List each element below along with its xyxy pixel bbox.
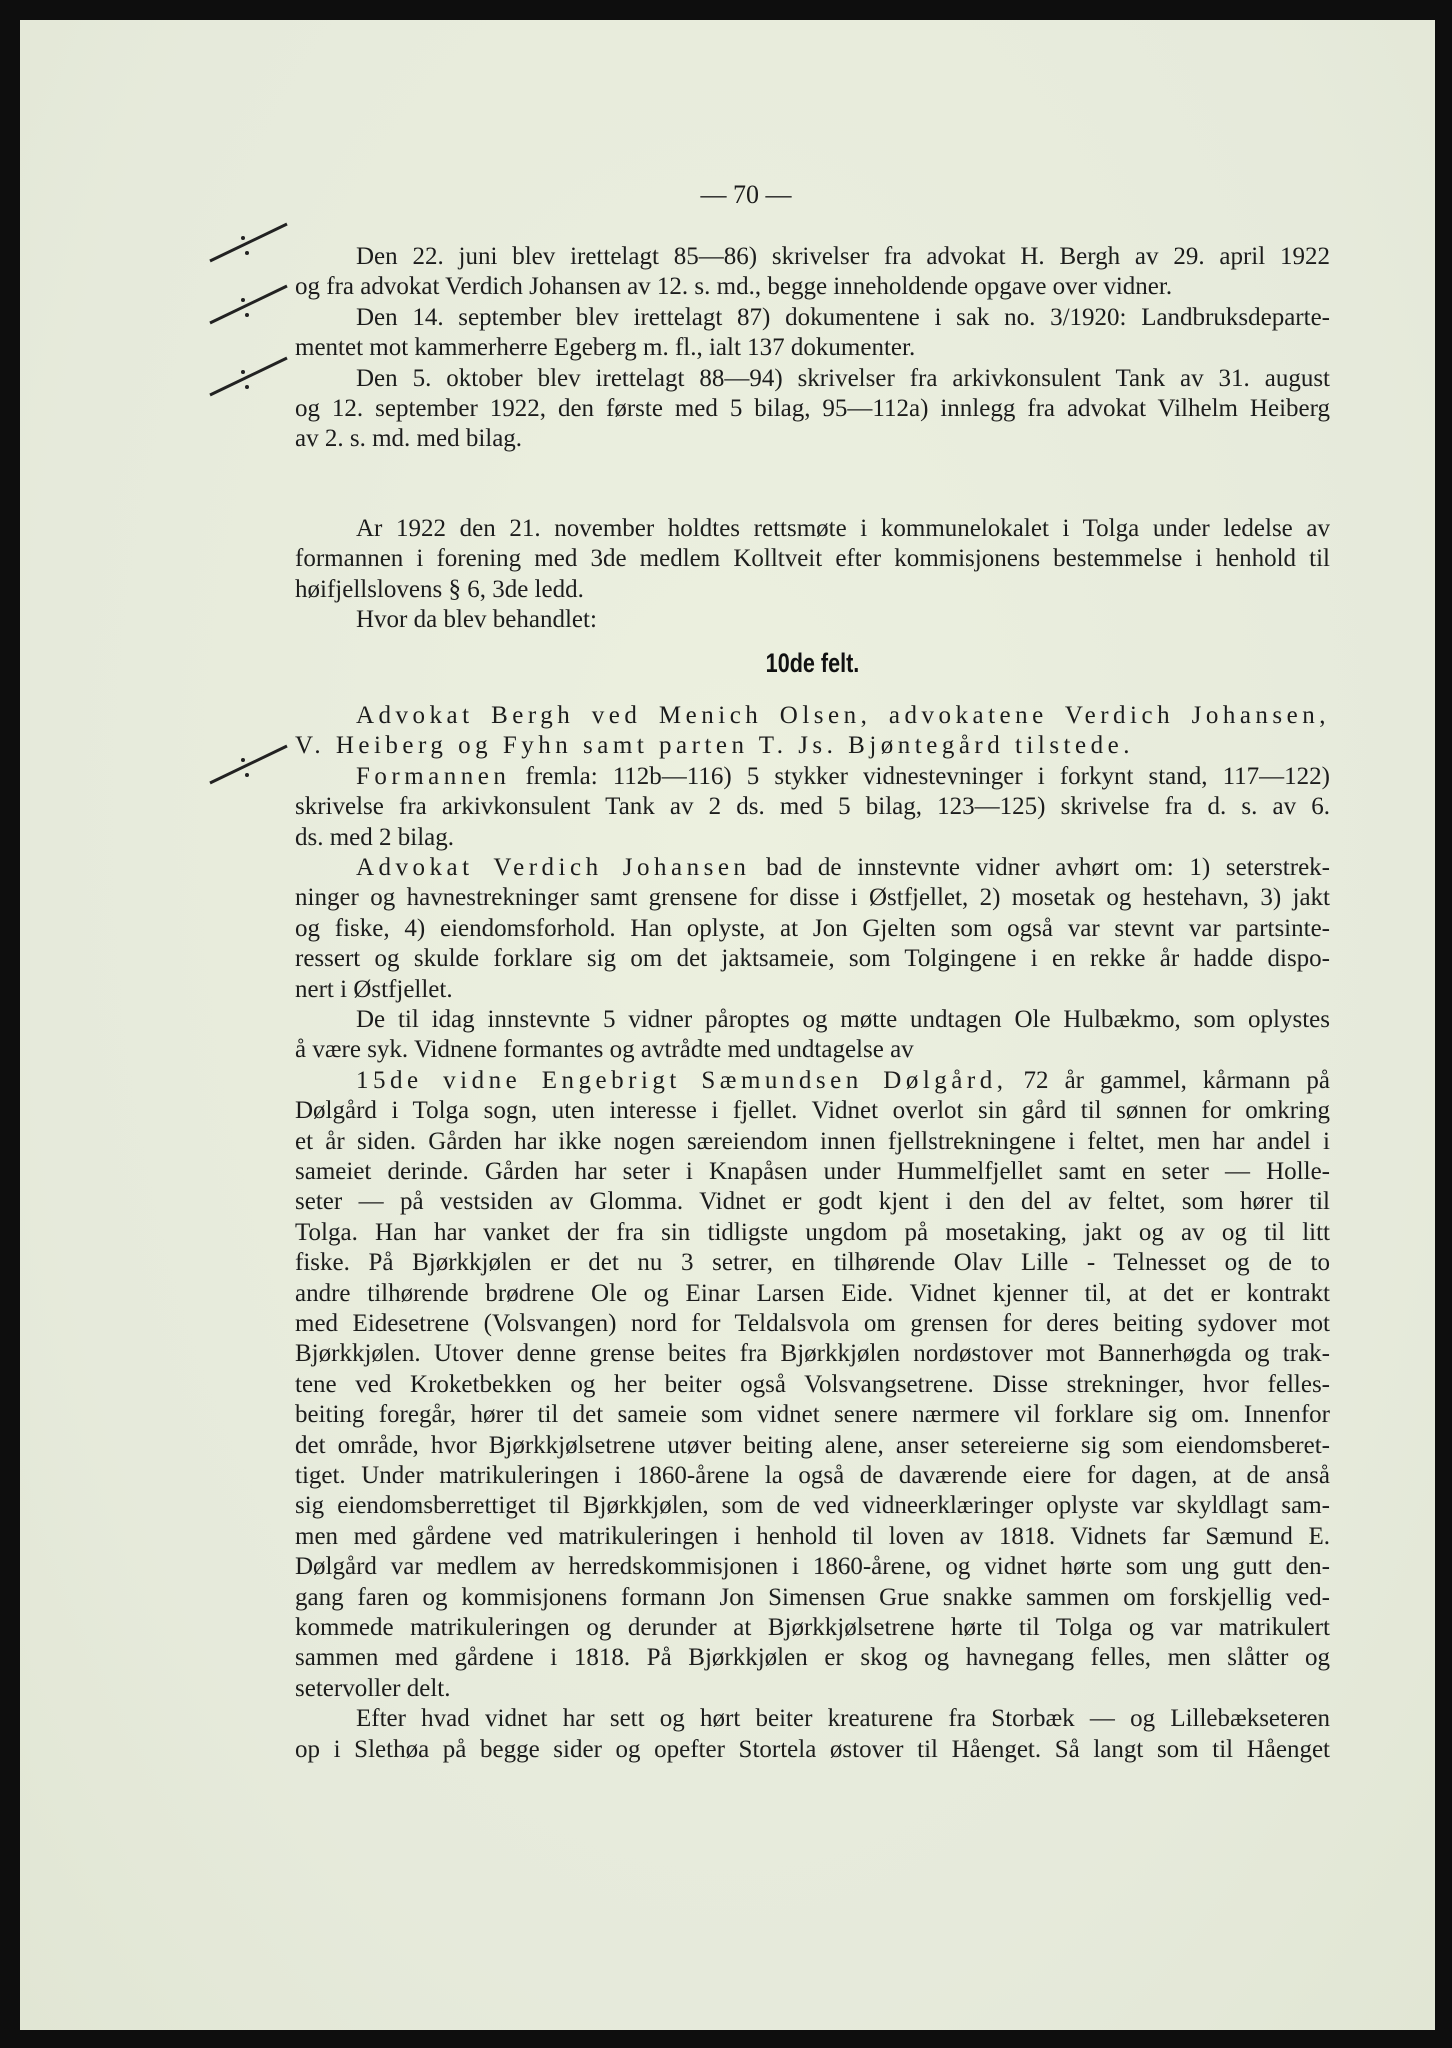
text-line: [295, 1583, 1330, 1613]
text-line: [356, 1005, 1330, 1035]
text-line: [356, 303, 1330, 333]
page-number: — 70 —: [700, 180, 792, 209]
text-line: [295, 272, 1330, 302]
text-line: [295, 944, 1330, 974]
text-segment: tene ved Kroketbekken og her beiter også Volsvangsetrene. Disse strekninger, hvor felles-: [295, 1370, 1330, 1398]
text-segment: Den 22. juni blev irettelagt 85—86) skrivelser fra advokat H. Bergh av 29. april 1922: [356, 243, 1330, 270]
text-line: [356, 605, 1330, 635]
spaced-text: 15de vidne Engebrigt Sæmundsen Dølgård,: [356, 1066, 1008, 1094]
text-line: [295, 1461, 1330, 1491]
text-line: [295, 1431, 1330, 1461]
text-segment: fremla: 112b—116) 5 stykker vidnestevninger i forkynt stand, 117—122): [510, 762, 1330, 790]
text-line: [295, 1522, 1330, 1552]
text-segment: Tolga. Han har vanket der fra sin tidligste ungdom på mosetaking, jakt og av og til litt: [295, 1218, 1330, 1246]
text-segment: men med gårdene ved matrikuleringen i henhold til loven av 1818. Vidnets far Sæmund E.: [295, 1522, 1330, 1550]
text-line: [295, 424, 1330, 454]
text-segment: nert i Østfjellet.: [295, 975, 453, 1003]
text-line: [295, 1491, 1330, 1521]
text-segment: Ar 1922 den 21. november holdtes rettsmøte i kommunelokalet i Tolga under ledelse av: [356, 515, 1330, 542]
spaced-text: V. Heiberg og Fyhn samt parten T. Js. Bjøntegård tilstede.: [295, 732, 1134, 760]
text-line: [295, 544, 1330, 574]
text-segment: mentet mot kammerherre Egeberg m. fl., ialt 137 dokumenter.: [295, 334, 916, 362]
text-line: [295, 1096, 1330, 1126]
text-segment: skrivelse fra arkivkonsulent Tank av 2 ds. med 5 bilag, 123—125) skrivelse fra d. s. av 6.: [295, 793, 1330, 821]
text-segment: Dølgård var medlem av herredskommisjonen i 1860-årene, og vidnet hørte som ung gutt den-: [295, 1553, 1330, 1581]
text-line: [295, 1613, 1330, 1643]
text-line: [295, 333, 1330, 363]
text-segment: ressert og skulde forklare sig om det jaktsameie, som Tolgingene i en rekke år hadde dispo-: [295, 945, 1330, 973]
text-line: [295, 731, 1330, 761]
text-line: [295, 823, 1330, 853]
spaced-text: Advokat Verdich Johansen: [356, 854, 751, 881]
text-line: [295, 1309, 1330, 1339]
text-line: [356, 242, 1330, 272]
text-line: [295, 1370, 1330, 1400]
text-line: [295, 883, 1330, 913]
text-line: [356, 1066, 1330, 1096]
text-segment: det område, hvor Bjørkkjølsetrene utøver beiting alene, anser setereierne sig som eiendomsberet-: [295, 1431, 1330, 1459]
text-line: [295, 1552, 1330, 1582]
text-segment: formannen i forening med 3de medlem Kolltveit efter kommisjonens bestemmelse i henhold til: [295, 545, 1330, 573]
check-mark-icon: [205, 350, 295, 400]
text-line: [295, 1035, 1330, 1065]
section-heading: 10de felt.: [765, 648, 860, 678]
text-segment: sig eiendomsberrettiget til Bjørkkjølen, som de ved vidneerklæringer oplyste var skyldlagt sam-: [295, 1492, 1330, 1520]
text-line: [295, 394, 1330, 424]
text-line: [295, 975, 1330, 1005]
text-segment: Den 5. oktober blev irettelagt 88—94) skrivelser fra arkivkonsulent Tank av 31. august: [356, 364, 1330, 392]
text-segment: med Eidesetrene (Volsvangen) nord for Teldalsvola om grensen for deres beiting sydover mot: [295, 1310, 1330, 1337]
text-line: [356, 701, 1330, 731]
spaced-text: Formannen: [356, 762, 511, 790]
text-line: [356, 762, 1330, 792]
text-segment: De til idag innstevnte 5 vidner påroptes og møtte undtagen Ole Hulbækmo, som oplystes: [356, 1006, 1330, 1033]
text-line: [295, 1339, 1330, 1369]
text-segment: Bjørkkjølen. Utover denne grense beites fra Bjørkkjølen nordøstover mot Bannerhøgda og trak-: [295, 1340, 1330, 1368]
text-segment: beiting foregår, hører til det sameie som vidnet senere nærmere vil forklare sig om. Innenfor: [295, 1401, 1330, 1429]
text-line: [295, 1279, 1330, 1309]
text-segment: et år siden. Gården har ikke nogen særeiendom innen fjellstrekningene i feltet, men har andel i: [295, 1127, 1330, 1155]
text-segment: ds. med 2 bilag.: [295, 823, 455, 851]
text-segment: ninger og havnestrekninger samt grensene for disse i Østfjellet, 2) mosetak og hestehavn, 3) jakt: [295, 884, 1330, 912]
text-segment: Den 14. september blev irettelagt 87) dokumentene i sak no. 3/1920: Landbruksdeparte-: [356, 303, 1330, 331]
text-segment: kommede matrikuleringen og derunder at Bjørkkjølsetrene hørte til Tolga og var matrikulert: [295, 1614, 1330, 1641]
text-line: [295, 1735, 1330, 1765]
text-segment: gang faren og kommisjonens formann Jon Simensen Grue snakke sammen om forskjellig ved-: [295, 1583, 1330, 1611]
text-segment: bad de innstevnte vidner avhørt om: 1) seterstrek-: [750, 854, 1330, 881]
text-line: [295, 575, 1330, 605]
text-segment: høifjellslovens § 6, 3de ledd.: [295, 575, 584, 603]
text-segment: fiske. På Bjørkkjølen er det nu 3 setrer, en tilhørende Olav Lille - Telnesset og de to: [295, 1249, 1330, 1277]
text-segment: og fra advokat Verdich Johansen av 12. s. md., begge inneholdende opgave over vidner.: [295, 273, 1173, 301]
text-segment: op i Slethøa på begge sider og opefter Stortela østover til Håenget. Så langt som til Håenget: [295, 1735, 1330, 1763]
text-segment: sammen med gårdene i 1818. På Bjørkkjølen er skog og havnegang felles, men slåtter og: [295, 1644, 1330, 1672]
document-page: [20, 20, 1435, 2030]
text-segment: seter — på vestsiden av Glomma. Vidnet er godt kjent i den del av feltet, som hører til: [295, 1188, 1330, 1216]
text-line: [295, 792, 1330, 822]
text-segment: andre tilhørende brødrene Ole og Einar Larsen Eide. Vidnet kjenner til, at det er kontrakt: [295, 1279, 1330, 1307]
text-segment: sameiet derinde. Gården har seter i Knapåsen under Hummelfjellet samt en seter — Holle-: [295, 1158, 1330, 1185]
text-line: [356, 514, 1330, 544]
spaced-text: Advokat Bergh ved Menich Olsen, advokatene Verdich Johansen,: [356, 702, 1330, 729]
text-segment: setervoller delt.: [295, 1674, 451, 1702]
text-line: [356, 364, 1330, 394]
text-segment: og fiske, 4) eiendomsforhold. Han oplyste, at Jon Gjelten som også var stevnt var partsinte-: [295, 914, 1330, 942]
check-mark-icon: [205, 278, 295, 328]
text-line: [356, 1704, 1330, 1734]
text-line: [295, 1400, 1330, 1430]
text-segment: Dølgård i Tolga sogn, uten interesse i fjellet. Vidnet overlot sin gård til sønnen for omkring: [295, 1097, 1330, 1125]
text-line: [295, 1248, 1330, 1278]
text-line: [295, 1127, 1330, 1157]
text-line: [295, 1218, 1330, 1248]
check-mark-icon: [205, 216, 295, 266]
text-line: [295, 1643, 1330, 1673]
text-segment: tiget. Under matrikuleringen i 1860-årene la også de daværende eiere for dagen, at de anså: [295, 1462, 1330, 1489]
text-segment: av 2. s. md. med bilag.: [295, 425, 523, 453]
text-line: [295, 914, 1330, 944]
text-segment: Efter hvad vidnet har sett og hørt beiter kreaturene fra Storbæk — og Lillebækseteren: [356, 1705, 1330, 1733]
text-line: [295, 1157, 1330, 1187]
text-segment: Hvor da blev behandlet:: [356, 606, 597, 634]
text-line: [295, 1674, 1330, 1704]
text-segment: og 12. september 1922, den første med 5 bilag, 95—112a) innlegg fra advokat Vilhelm Heiberg: [295, 395, 1330, 422]
text-segment: å være syk. Vidnene formantes og avtrådte med undtagelse av: [295, 1036, 914, 1064]
text-segment: 72 år gammel, kårmann på: [1007, 1066, 1330, 1094]
check-mark-icon: [205, 738, 295, 788]
text-line: [295, 1187, 1330, 1217]
text-line: [356, 853, 1330, 883]
